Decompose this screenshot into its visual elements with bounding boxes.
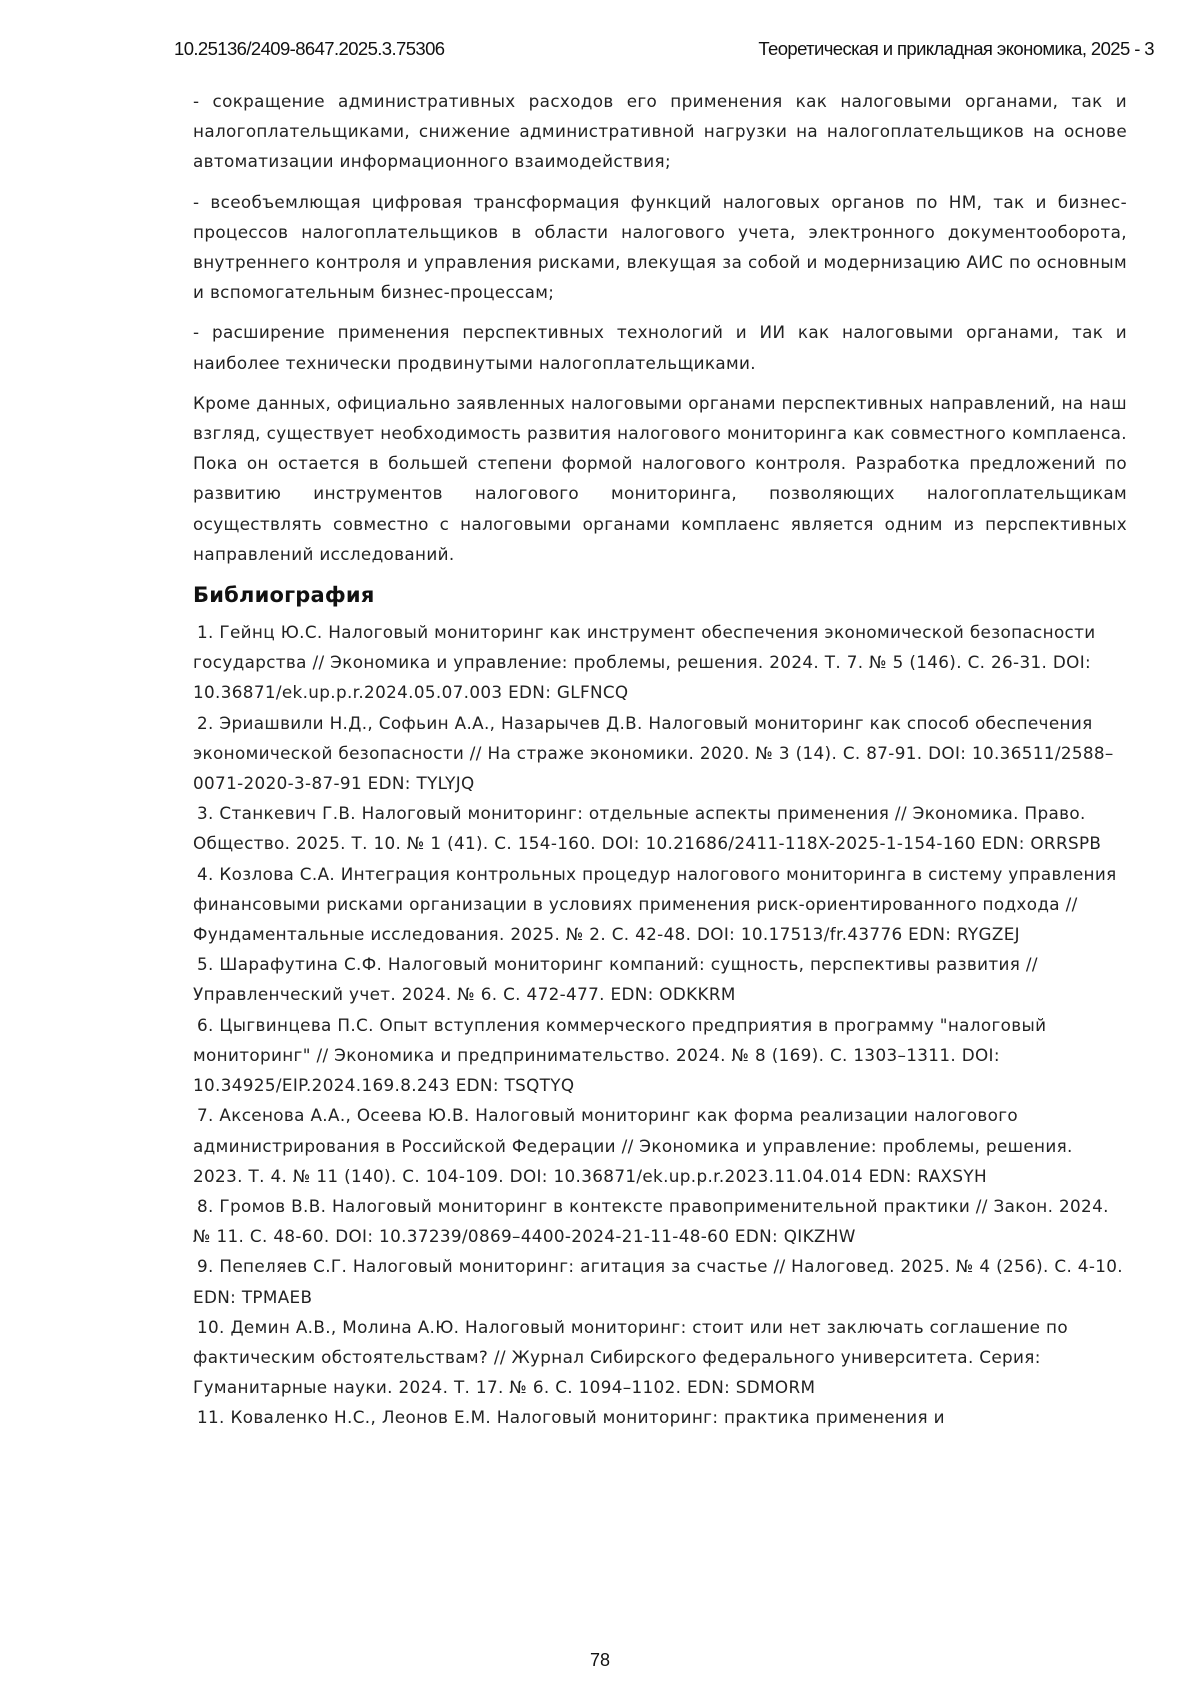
- body-paragraph: Кроме данных, официально заявленных налоговыми органами перспективных направлений, на наш взгляд, существует необходимость развития налогового мониторинга как совместного комплаенса. Пока он остается в большей степени формой налогового контроля. Разработка предложений по развитию инструментов налогового мониторинга, позволяющих налогоплательщикам осуществлять совместно с налоговыми органами комплаенс является одним из перспективных направлений исследований.: [193, 392, 1127, 564]
- bibliography-text: Демин А.В., Молина А.Ю. Налоговый мониторинг: стоит или нет заключать соглашение по фактическим обстоятельствам? // Журнал Сибирского федерального университета. Серия: Гуманитарные науки. 2024. Т. 17. № 6. С. 1094–1102. EDN: SDMORM: [193, 1316, 1068, 1398]
- bibliography-item: [193, 1100, 1127, 1191]
- bibliography-item: [193, 1010, 1127, 1101]
- bibliography-text: Станкевич Г.В. Налоговый мониторинг: отдельные аспекты применения // Экономика. Право. Общество. 2025. Т. 10. № 1 (41). С. 154-160. DOI: 10.21686/2411-118X-2025-1-154-160 EDN: ORRSPB: [193, 803, 1102, 854]
- bibliography-item: [193, 708, 1127, 799]
- bibliography-text: Громов В.В. Налоговый мониторинг в контексте правоприменительной практики // Закон. 2024. № 11. С. 48-60. DOI: 10.37239/0869–4400-2024-21-11-48-60 EDN: QIKZHW: [193, 1195, 1109, 1247]
- bibliography-text: Цыгвинцева П.С. Опыт вступления коммерческого предприятия в программу "налоговый мониторинг" // Экономика и предпринимательство. 2024. № 8 (169). С. 1303–1311. DOI: 10.34925/EIP.2024.169.8.243 EDN: TSQTYQ: [193, 1014, 1047, 1096]
- body-paragraph: - расширение применения перспективных технологий и ИИ как налоговыми органами, так и наиболее технически продвинутыми налогоплательщиками.: [193, 322, 1127, 373]
- article-doi: 10.25136/2409-8647.2025.3.75306: [174, 38, 445, 59]
- bibliography-number: 1.: [197, 622, 214, 643]
- bibliography-text: Гейнц Ю.С. Налоговый мониторинг как инструмент обеспечения экономической безопасности государства // Экономика и управление: проблемы, решения. 2024. Т. 7. № 5 (146). С. 26-31. DOI: 10.36871/ek.up.p.r.2024.05.07.003 EDN: GLFNCQ: [193, 622, 1096, 703]
- bibliography-text: Козлова С.А. Интеграция контрольных процедур налогового мониторинга в систему управления финансовыми рисками организации в условиях применения риск-ориентированного подхода // Фундаментальные исследования. 2025. № 2. С. 42-48. DOI: 10.17513/fr.43776 EDN: RYGZEJ: [193, 863, 1117, 945]
- bibliography-item: [193, 617, 1127, 708]
- main-content: [193, 86, 1127, 1433]
- bibliography-heading: Библиография: [193, 583, 375, 608]
- bibliography-number: 5.: [197, 954, 214, 975]
- bibliography-number: 11.: [197, 1407, 225, 1428]
- journal-issue-title: Теоретическая и прикладная экономика, 2025 - 3: [758, 38, 1154, 59]
- bibliography-number: 6.: [197, 1014, 214, 1035]
- bibliography-item: [193, 1191, 1127, 1251]
- bibliography-number: 3.: [197, 803, 214, 824]
- bibliography-number: 4.: [197, 863, 214, 884]
- page-number: 78: [589, 1650, 611, 1670]
- bibliography-text: Эриашвили Н.Д., Софьин А.А., Назарычев Д.В. Налоговый мониторинг как способ обеспечения экономической безопасности // На страже экономики. 2020. № 3 (14). С. 87-91. DOI: 10.36511/2588–0071-2020-3-87-91 EDN: TYLYJQ: [193, 712, 1114, 794]
- page-header: [0, 38, 1200, 64]
- bibliography-item: [193, 798, 1127, 858]
- bibliography-number: 2.: [197, 712, 214, 733]
- body-paragraph: - сокращение административных расходов его применения как налоговыми органами, так и налогоплательщиками, снижение административной нагрузки на налогоплательщиков на основе автоматизации информационного взаимодействия;: [193, 91, 1127, 172]
- bibliography-item: [193, 949, 1127, 1009]
- bibliography-text: Коваленко Н.С., Леонов Е.М. Налоговый мониторинг: практика применения и: [230, 1407, 945, 1428]
- bibliography-text: Шарафутина С.Ф. Налоговый мониторинг компаний: сущность, перспективы развития // Управленческий учет. 2024. № 6. С. 472-477. EDN: ODKKRM: [193, 954, 1038, 1005]
- bibliography-number: 8.: [197, 1195, 214, 1216]
- bibliography-item: [193, 1251, 1127, 1311]
- bibliography-text: Пепеляев С.Г. Налоговый мониторинг: агитация за счастье // Налоговед. 2025. № 4 (256). С. 4-10. EDN: TPMAEB: [193, 1256, 1123, 1307]
- bibliography-number: 9.: [197, 1256, 214, 1277]
- bibliography-item: [193, 859, 1127, 950]
- bibliography-item: [193, 1402, 1127, 1432]
- bibliography-item: [193, 1312, 1127, 1403]
- bibliography-number: 7.: [197, 1105, 214, 1126]
- bibliography-list: [193, 617, 1127, 1432]
- body-paragraph: - всеобъемлющая цифровая трансформация функций налоговых органов по НМ, так и бизнес-процессов налогоплательщиков в области налогового учета, электронного документооборота, внутреннего контроля и управления рисками, влекущая за собой и модернизацию АИС по основным и вспомогательным бизнес-процессам;: [193, 191, 1127, 303]
- bibliography-text: Аксенова А.А., Осеева Ю.В. Налоговый мониторинг как форма реализации налогового администрирования в Российской Федерации // Экономика и управление: проблемы, решения. 2023. Т. 4. № 11 (140). С. 104-109. DOI: 10.36871/ek.up.p.r.2023.11.04.014 EDN: RAXSYH: [193, 1105, 1073, 1186]
- bibliography-number: 10.: [197, 1316, 225, 1337]
